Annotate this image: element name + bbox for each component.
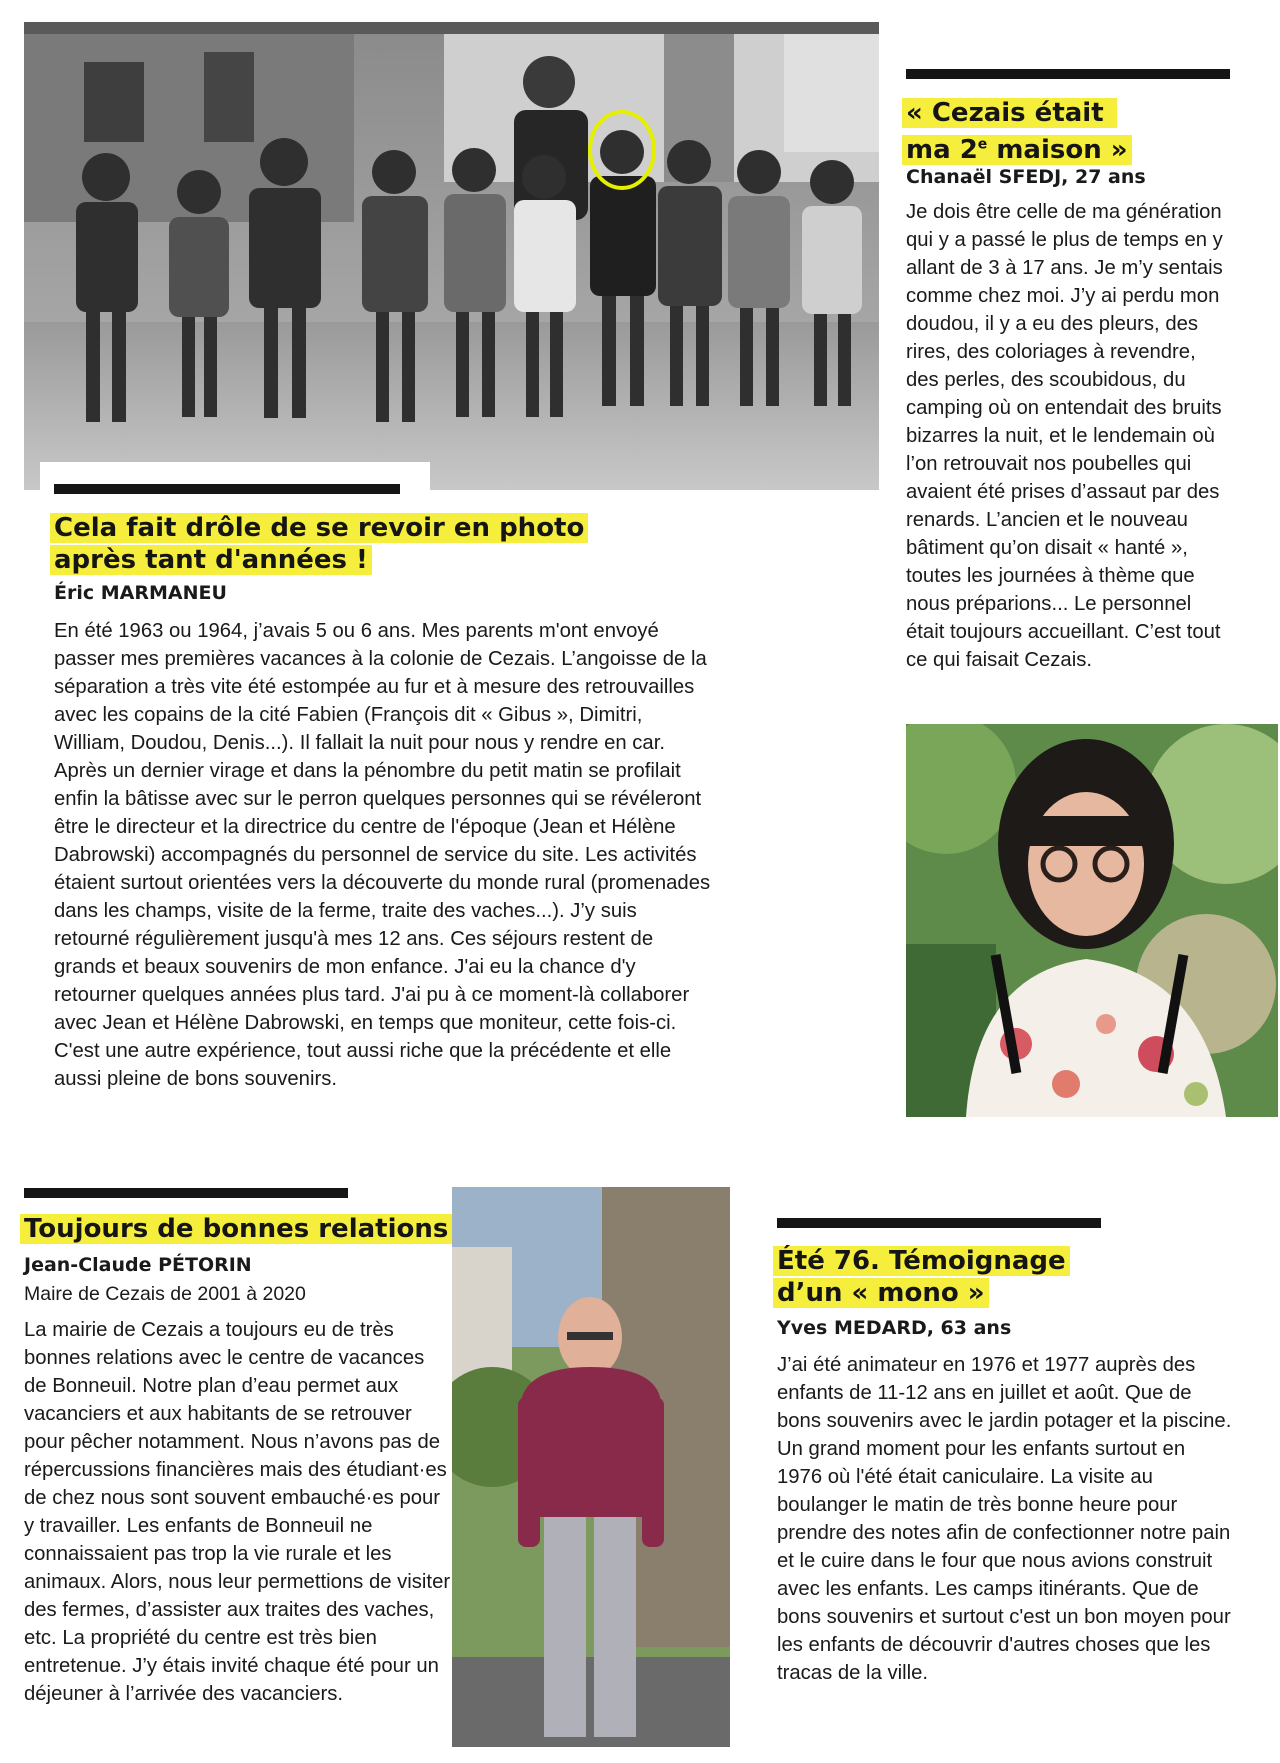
article2-author: Chanaël SFEDJ, 27 ans [906,166,1146,188]
article2-title-line1 [902,98,1117,128]
article4-title [773,1245,1133,1309]
article2-title-sup: e [977,136,988,152]
article3-role: Maire de Cezais de 2001 à 2020 [24,1283,306,1305]
article2-body: Je dois être celle de ma génération qui y a passé le plus de temps en y allant de 3 à 17 ans. Je m’y sentais comme chez moi. J’y ai perdu mon doudou, il y a eu des pleurs, des rires, des coloriages à revendre, des perles, des scoubidous, du camping où on entendait des bruits bizarres la nuit, et le lendemain où l’on retrouvait nos poubelles qui avaient été prises d’assaut par des renards. L’ancien et le nouveau bâtiment qu’on disait « hanté », toutes les journées à thème que nous préparions... Le personnel était toujours accueillant. C’est tout ce qui faisait Cezais. [906,201,1223,671]
article3-body: La mairie de Cezais a toujours eu de très bonnes relations avec le centre de vacances de Bonneuil. Notre plan d’eau permet aux vacanciers et aux habitants de se retrouver pour pêcher notamment. Nous n’avons pas de répercussions financières mais des étudiant·es de chez nous sont souvent embauché·es pour y travailler. Les enfants de Bonneuil ne connaissaient pas trop la vie rurale et les animaux. Alors, nous leur permettions de visiter des fermes, d’assister aux traites des vaches, etc. La propriété du centre est très bien entretenue. J’y étais invité chaque été pour un déjeuner à l’arrivée des vacanciers. [24,1319,451,1705]
portrait-jean-claude [452,1187,730,1747]
article4-title-line1: Été 76. Témoignage [773,1246,1070,1276]
article4-body: J’ai été animateur en 1976 et 1977 auprès des enfants de 11-12 ans en juillet et août. Que de bons souvenirs avec le jardin potager et la piscine. Un grand moment pour les enfants surtout en 1976 où l'été était caniculaire. La visite au boulanger le matin de très bonne heure pour prendre des notes afin de confectionner notre pain et le cuire dans le four que nous avions construit avec les enfants. Les camps itinérants. Que de bons souvenirs et surtout c'est un bon moyen pour les enfants de découvrir d'autres choses que les tracas de la ville. [777,1354,1232,1684]
title-backdrop [40,462,430,502]
article2-title-post: maison » [987,134,1128,165]
article1-body: En été 1963 ou 1964, j’avais 5 ou 6 ans. Mes parents m'ont envoyé passer mes premières vacances à la colonie de Cezais. L’angoisse de la séparation a très vite été estompée au fur et à mesure des retrouvailles avec les copains de la cité Fabien (François dit « Gibus », Dimitri, William, Doudou, Denis...). Il fallait la nuit pour nous y rendre en car. Après un dernier virage et dans la pénombre du petit matin se profilait enfin la bâtisse avec sur le perron quelques personnes qui se révéleront être le directeur et la directrice du centre de l'époque (Jean et Hélène Dabrowski) accompagnés du personnel de service du site. Les activités étaient surtout orientées vers la découverte du monde rural (promenades dans les champs, visite de la ferme, traite des vaches...). J’y suis retourné régulièrement jusqu'à mes 12 ans. Ces séjours restent de grands et beaux souvenirs de mon enfance. J'ai eu la chance d'y retourner quelques années plus tard. J'ai pu à ce moment-là collaborer avec Jean et Hélène Dabrowski, en temps que moniteur, cette fois-ci. C'est une autre expérience, tout aussi riche que la précédente et elle aussi pleine de bons souvenirs. [54,620,711,1090]
article2-bar [906,69,1230,79]
article2-title-line2 [902,135,1132,165]
article2-title [902,97,1222,166]
article3-bar [24,1188,348,1198]
article4-title-line2: d’un « mono » [773,1278,989,1308]
article2-title-line1-text: « Cezais était [906,98,1104,128]
article3-title [20,1213,460,1245]
article4-author: Yves MEDARD, 63 ans [777,1317,1012,1339]
group-photo [24,22,879,490]
article1-title [50,512,610,576]
article1-author: Éric MARMANEU [54,582,227,604]
article2-title-pre: ma 2 [906,134,978,165]
portrait-chanael [906,724,1278,1117]
article3-title-text: Toujours de bonnes relations [20,1214,452,1244]
article1-bar [54,484,400,494]
article4-bar [777,1218,1101,1228]
article1-title-text: Cela fait drôle de se revoir en photo après tant d'années ! [50,513,588,575]
article3-author: Jean-Claude PÉTORIN [24,1254,252,1276]
